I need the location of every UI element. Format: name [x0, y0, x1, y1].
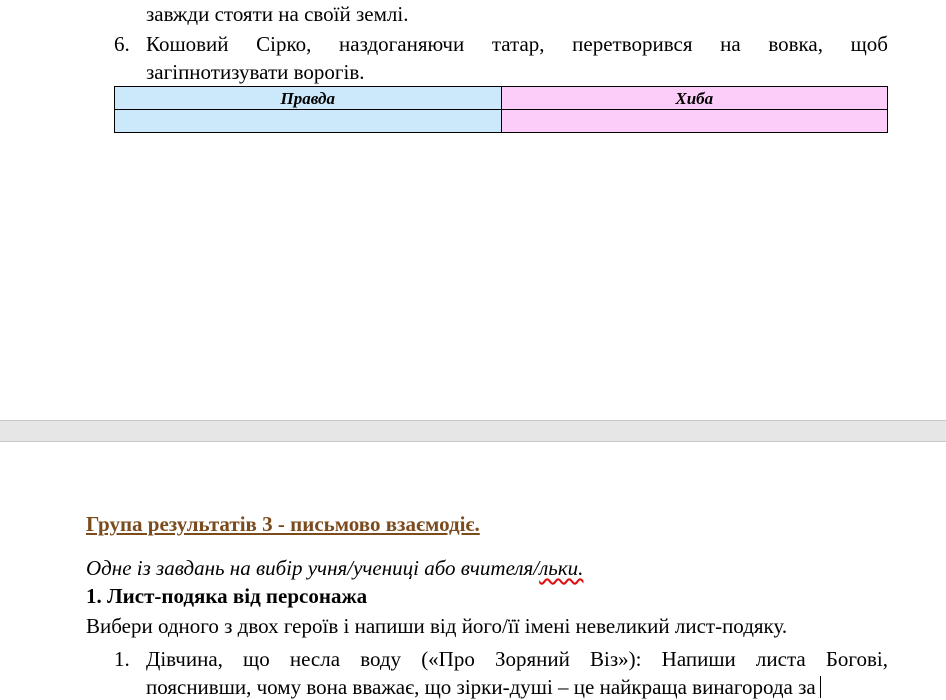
word: татар,	[491, 32, 545, 56]
word: перетворився	[572, 32, 693, 56]
list-item-6-line-1	[146, 31, 888, 57]
text-line-prev: завжди стояти на своїй землі.	[146, 2, 409, 26]
table-header-row	[115, 87, 888, 110]
document-page-2	[0, 442, 946, 699]
cell-true[interactable]	[115, 110, 502, 133]
word: Кошовий	[146, 32, 229, 56]
list-item-6-line-2: загіпнотизувати ворогів.	[146, 60, 365, 84]
header-true: Правда	[115, 87, 502, 110]
word: щоб	[850, 32, 888, 56]
list-item-1-line-2-text: пояснивши, чому вона вважає, що зірки-душі – це найкраща винагорода за	[146, 675, 816, 699]
word: («Про	[421, 647, 475, 671]
word: Зоряний	[495, 647, 570, 671]
task-instruction: Вибери одного з двох героїв і напиши від його/її імені невеликий лист-подяку.	[86, 614, 788, 638]
spellcheck-word[interactable]: льки.	[539, 556, 584, 580]
word: воду	[360, 647, 402, 671]
word: Віз»):	[590, 647, 642, 671]
task-title: 1. Лист-подяка від персонажа	[86, 584, 368, 608]
result-group-heading: Група результатів 3 - письмово взаємодіє.	[86, 512, 480, 536]
choice-note-text: Одне із завдань на вибір учня/учениці або вчителя/	[86, 556, 540, 580]
list-number-1: 1.	[114, 647, 130, 671]
choice-note	[86, 556, 583, 581]
word: що	[243, 647, 270, 671]
word: Дівчина,	[146, 647, 223, 671]
table-row	[115, 110, 888, 133]
word: несла	[289, 647, 341, 671]
cell-false[interactable]	[501, 110, 888, 133]
word: Напиши	[661, 647, 736, 671]
word: Богові,	[825, 647, 888, 671]
word: Сірко,	[256, 32, 312, 56]
list-number-6: 6.	[114, 32, 130, 56]
true-false-table	[114, 86, 888, 133]
list-item-1-line-1	[146, 646, 888, 672]
word: листа	[755, 647, 806, 671]
word: вовка,	[768, 32, 823, 56]
word: на	[720, 32, 741, 56]
word: наздоганяючи	[339, 32, 465, 56]
header-false: Хиба	[501, 87, 888, 110]
page-break-gap	[0, 420, 946, 442]
list-item-1-line-2	[146, 674, 821, 700]
